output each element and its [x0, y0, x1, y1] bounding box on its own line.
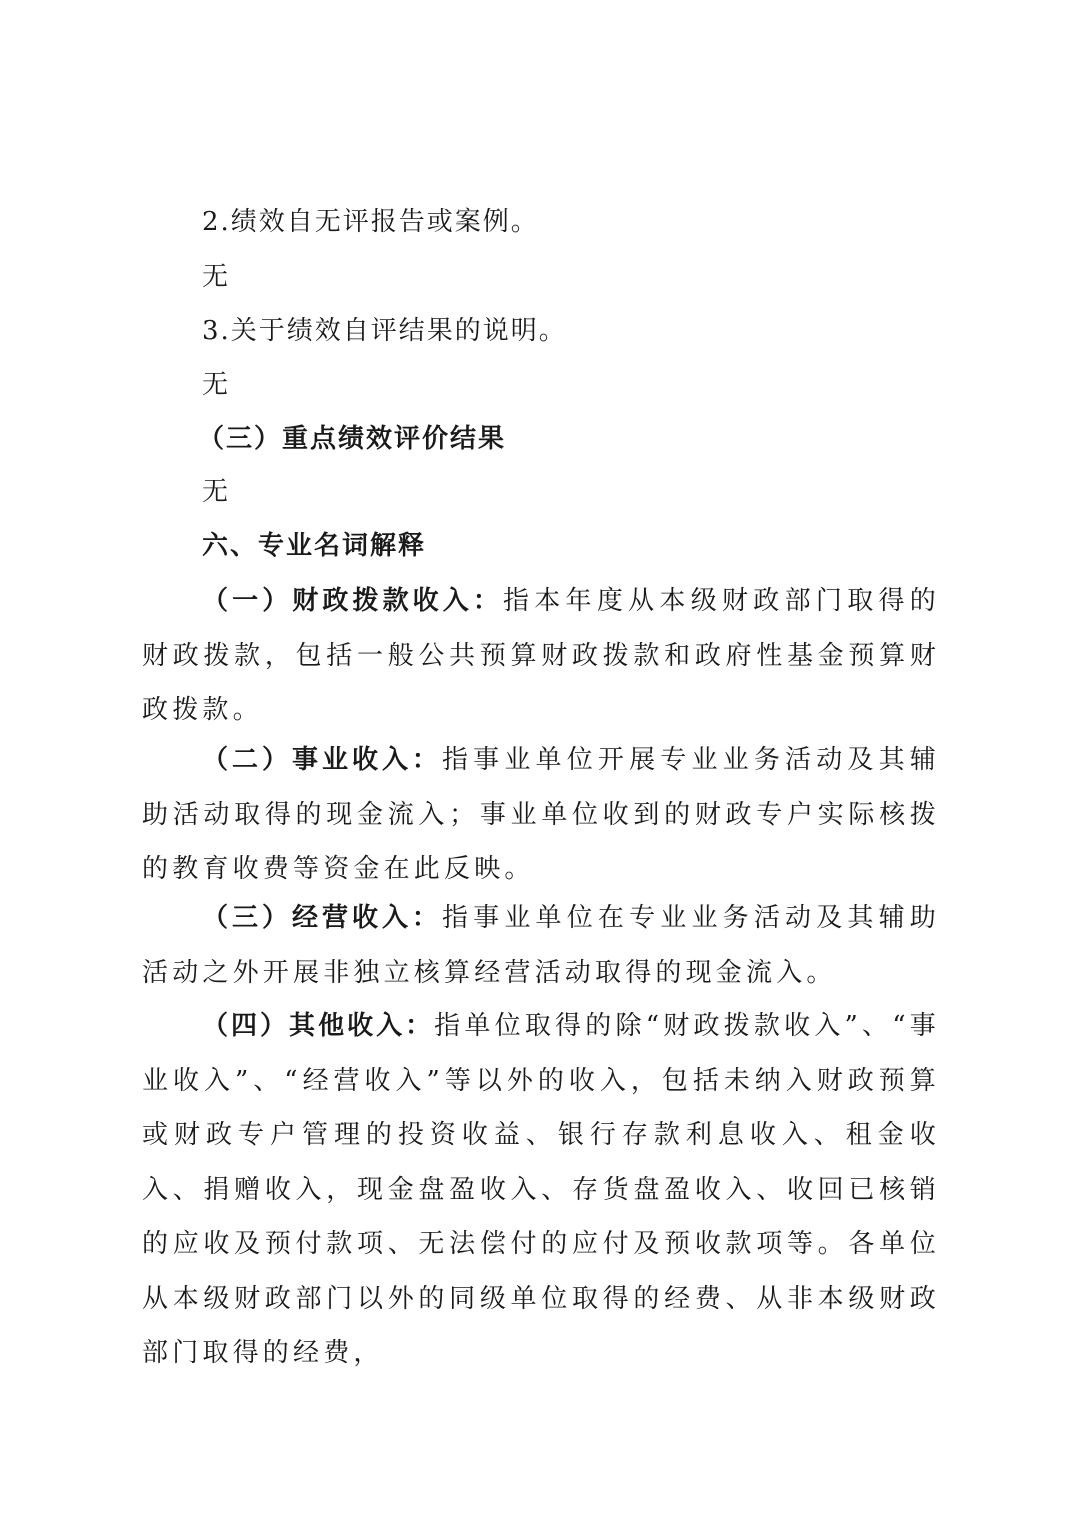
term-definition: 指事业单位在专业业务活动及其辅助活动之外开展非独立核算经营活动取得的现金流入。 — [142, 903, 940, 988]
term-definition: 指事业单位开展专业业务活动及其辅助活动取得的现金流入；事业单位收到的财政专户实际核拨的教育收费等资金在此反映。 — [142, 745, 940, 884]
item2-body: 无 — [202, 262, 231, 292]
term-label: （二）事业收入： — [202, 745, 442, 775]
term-definition: 指本年度从本级财政部门取得的财政拨款，包括一般公共预算财政拨款和政府性基金预算财政拨款。 — [142, 586, 940, 725]
item2-heading: 2.绩效自无评报告或案例。 — [202, 207, 539, 237]
section6-heading: 六、专业名词解释 — [202, 531, 427, 561]
term-definition: 指单位取得的除“财政拨款收入”、“事业收入”、“经营收入”等以外的收入，包括未纳入财政预算或财政专户管理的投资收益、银行存款利息收入、租金收入、捐赠收入，现金盘盈收入、存货盘盈收入、收回已核销的应收及预付款项、无法偿付的应付及预收款项等。各单位从本级财政部门以外的同级单位取得的经费、从非本级财政部门取得的经费， — [142, 1011, 940, 1368]
sub3-body: 无 — [202, 477, 231, 507]
item3-body: 无 — [202, 370, 231, 400]
term-label: （四）其他收入： — [202, 1011, 435, 1041]
sub3-heading: （三）重点绩效评价结果 — [198, 424, 507, 454]
term-paragraph-4 — [142, 999, 940, 1381]
term-paragraph-1 — [142, 574, 940, 738]
term-label: （三）经营收入： — [202, 903, 442, 933]
term-paragraph-2 — [142, 733, 940, 897]
term-label: （一）财政拨款收入： — [202, 586, 503, 616]
item3-heading: 3.关于绩效自评结果的说明。 — [202, 316, 567, 346]
term-paragraph-3 — [142, 891, 940, 1000]
